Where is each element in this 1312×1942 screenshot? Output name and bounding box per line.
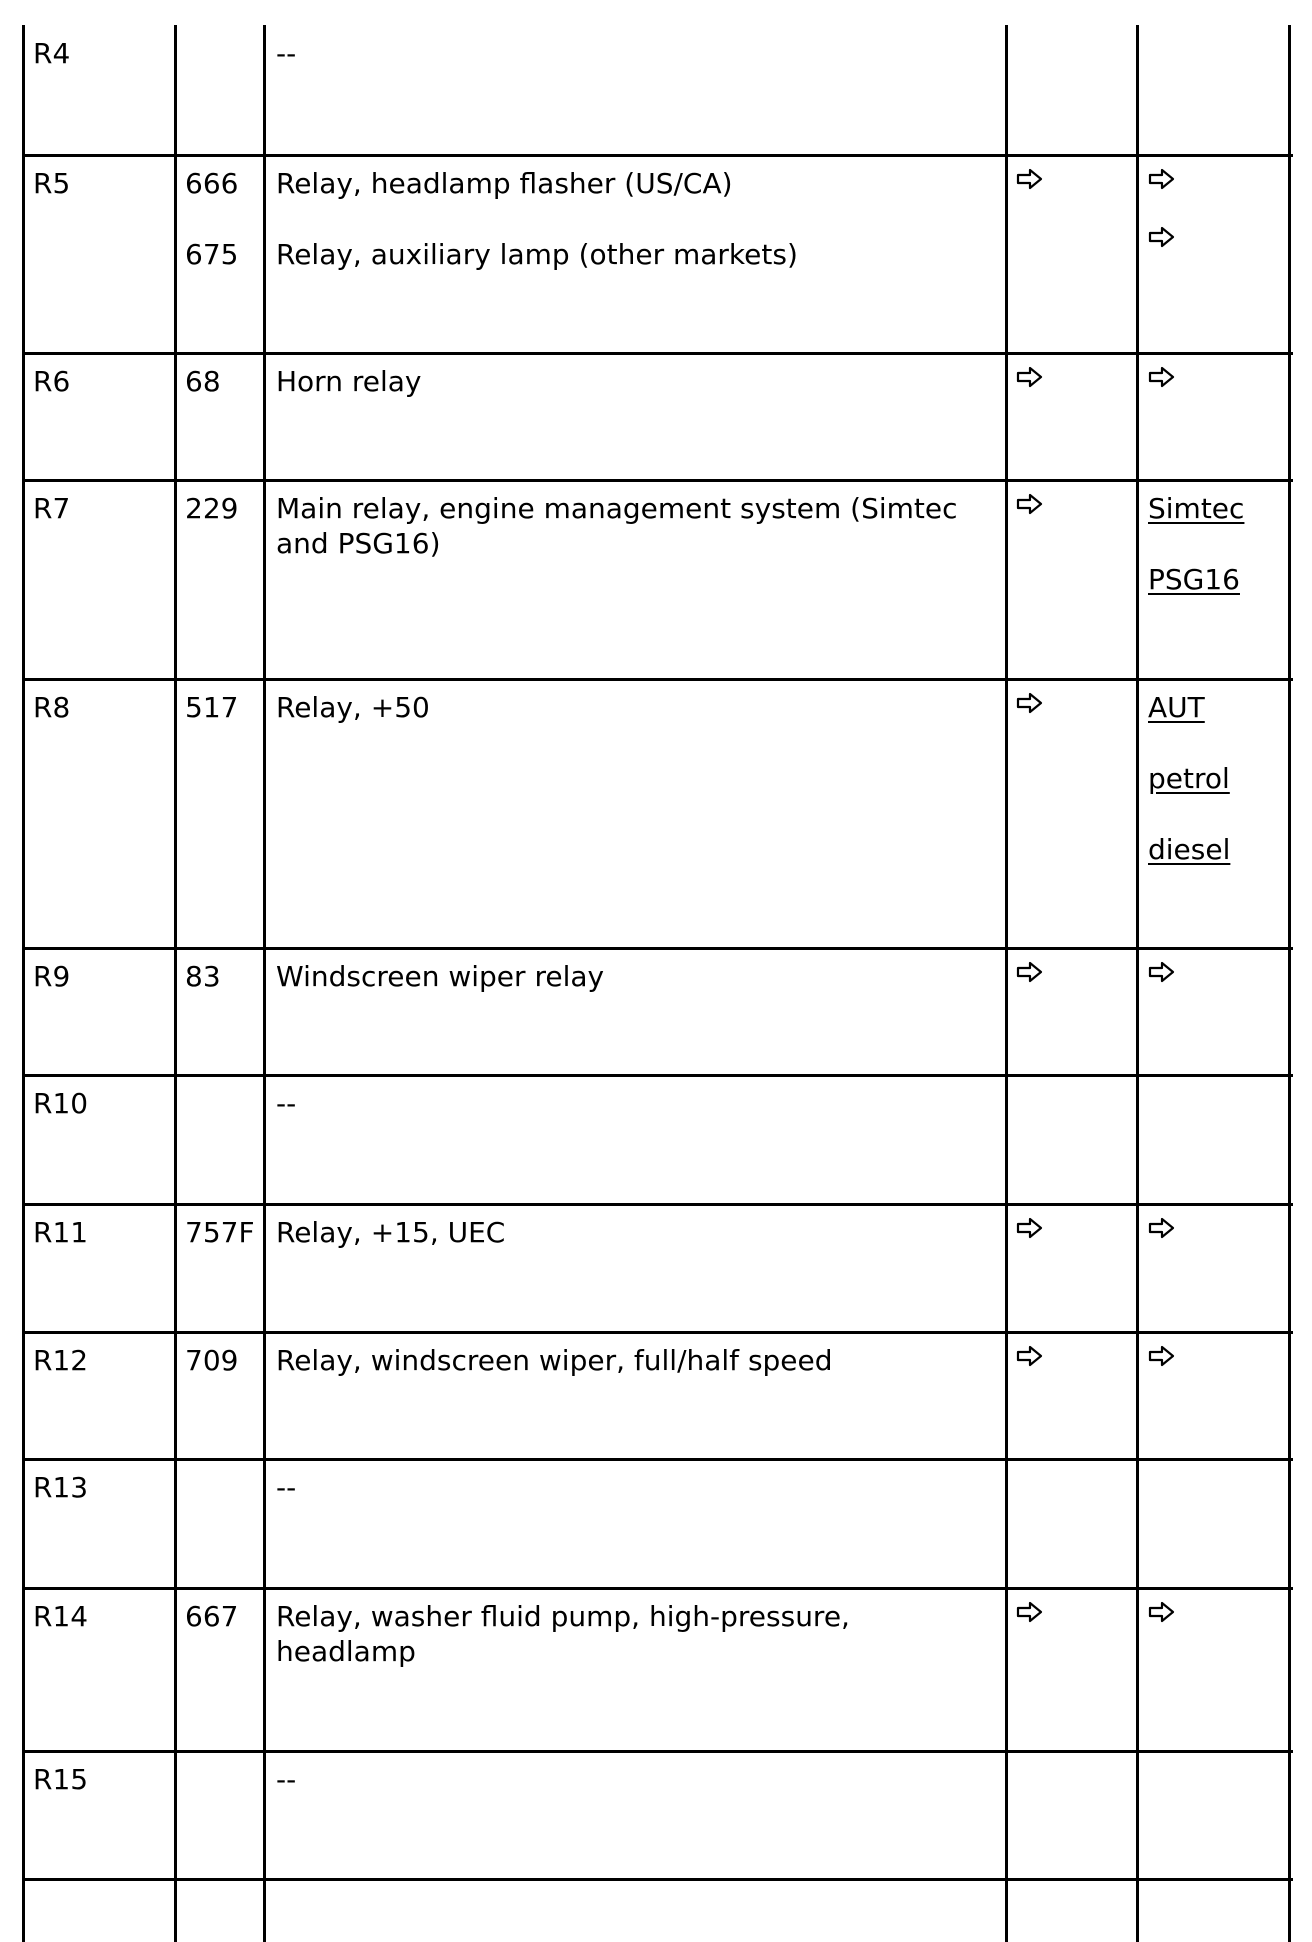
grid-line [22,25,25,1942]
arrow-link[interactable] [1148,1339,1176,1367]
row-number: 709 [185,1344,239,1377]
arrow-link[interactable] [1148,955,1176,983]
arrow-link[interactable] [1016,955,1044,983]
row-label: R13 [33,1471,89,1504]
grid-line [23,947,1293,950]
row-label: R7 [33,492,71,525]
row-description: Main relay, engine management system (Simtec and PSG16) [276,492,958,560]
grid-line [263,25,266,1942]
arrow-right-icon [1016,168,1044,190]
arrow-right-icon [1148,168,1176,190]
grid-line [23,1074,1293,1077]
grid-line [23,479,1293,482]
row-label: R6 [33,365,71,398]
grid-line [23,1587,1293,1590]
row-label: R12 [33,1344,89,1377]
row-number: 667 [185,1600,239,1633]
row-label: R15 [33,1763,89,1796]
grid-line [1136,25,1139,1942]
arrow-link[interactable] [1016,487,1044,515]
arrow-right-icon [1148,366,1176,388]
arrow-right-icon [1148,961,1176,983]
row-number: 68 [185,365,221,398]
arrow-right-icon [1016,1217,1044,1239]
row-description: -- [276,37,297,70]
link-simtec[interactable]: Simtec [1148,492,1245,525]
arrow-right-icon [1148,1345,1176,1367]
row-label: R14 [33,1600,89,1633]
grid-line [23,678,1293,681]
arrow-link[interactable] [1148,1595,1176,1623]
row-number: 83 [185,960,221,993]
row-description: Relay, +15, UEC [276,1216,506,1249]
arrow-link[interactable] [1016,360,1044,388]
row-description: Relay, windscreen wiper, full/half speed [276,1344,833,1377]
arrow-right-icon [1016,366,1044,388]
arrow-link[interactable] [1148,360,1176,388]
row-label: R10 [33,1087,89,1120]
link-psg16[interactable]: PSG16 [1148,563,1240,596]
arrow-right-icon [1016,493,1044,515]
arrow-right-icon [1016,1345,1044,1367]
arrow-link[interactable] [1016,686,1044,714]
arrow-right-icon [1148,1601,1176,1623]
link-diesel[interactable]: diesel [1148,833,1231,866]
arrow-link[interactable] [1016,1211,1044,1239]
grid-line [1288,25,1291,1942]
row-label: R8 [33,691,71,724]
row-description: Relay, +50 [276,691,430,724]
row-label: R5 [33,167,71,200]
row-description: -- [276,1763,297,1796]
row-description: Relay, headlamp flasher (US/CA) Relay, auxiliary lamp (other markets) [276,167,798,271]
grid-line [23,1750,1293,1753]
row-number: 757F [185,1216,255,1249]
grid-line [23,352,1293,355]
arrow-right-icon [1016,692,1044,714]
row-number: 229 [185,492,239,525]
arrow-link[interactable] [1016,162,1044,190]
row-description: -- [276,1087,297,1120]
row-label: R11 [33,1216,89,1249]
link-petrol[interactable]: petrol [1148,762,1230,795]
arrow-link[interactable] [1016,1339,1044,1367]
grid-line [23,1203,1293,1206]
link-group [1148,491,1244,597]
link-aut[interactable]: AUT [1148,691,1205,724]
row-description: -- [276,1471,297,1504]
arrow-right-icon [1148,226,1176,248]
row-number: 517 [185,691,239,724]
row-description: Windscreen wiper relay [276,960,605,993]
grid-line [23,154,1293,157]
arrow-link[interactable] [1148,1211,1176,1239]
arrow-right-icon [1148,1217,1176,1239]
arrow-right-icon [1016,1601,1044,1623]
grid-line [23,1878,1293,1881]
arrow-link[interactable] [1016,1595,1044,1623]
row-description: Horn relay [276,365,422,398]
grid-line [23,1458,1293,1461]
grid-line [174,25,177,1942]
row-description: Relay, washer fluid pump, high-pressure, headlamp [276,1600,850,1668]
arrow-right-icon [1016,961,1044,983]
row-number: 666 675 [185,167,239,271]
row-label: R9 [33,960,71,993]
arrow-link[interactable] [1148,162,1176,248]
row-label: R4 [33,37,71,70]
grid-line [23,1331,1293,1334]
link-group [1148,690,1230,867]
grid-line [1005,25,1008,1942]
